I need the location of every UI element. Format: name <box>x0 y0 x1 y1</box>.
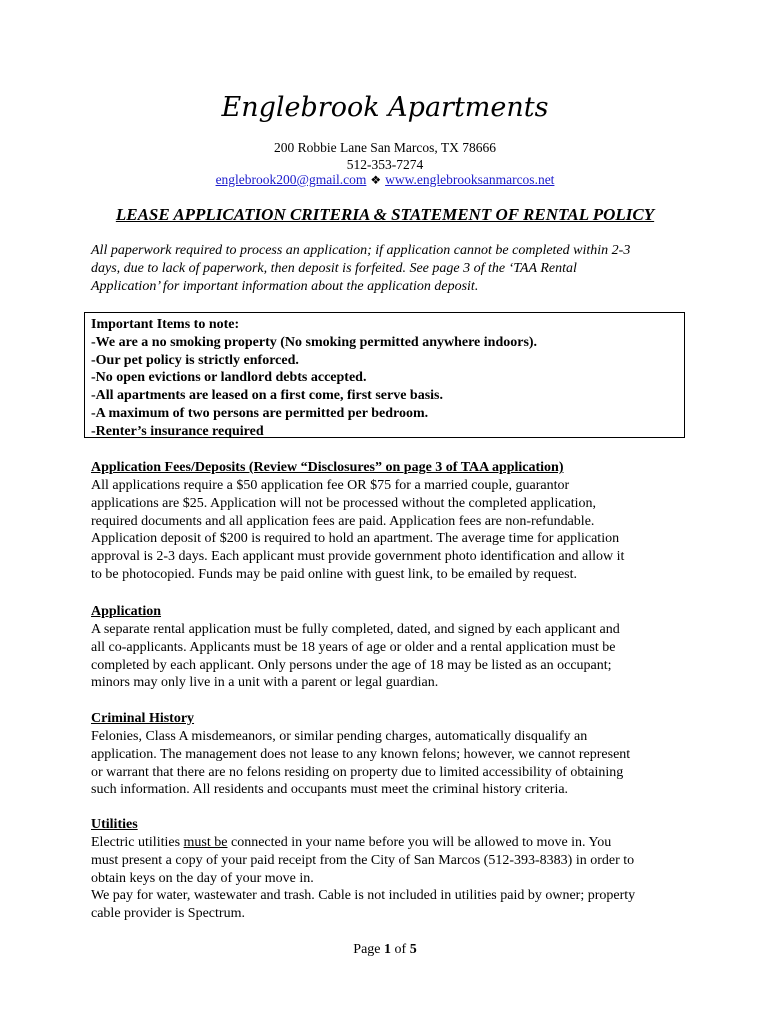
application-line: minors may only live in a unit with a parent or legal guardian. <box>91 675 439 691</box>
intro-line: days, due to lack of paperwork, then deposit is forfeited. See page 3 of the ‘TAA Rental <box>91 261 577 276</box>
important-item: -Renter’s insurance required <box>91 423 264 439</box>
utilities-line: Electric utilities must be connected in your name before you will be allowed to move in. You <box>91 835 612 850</box>
contact-line <box>0 172 770 188</box>
utilities-line: We pay for water, wastewater and trash. Cable is not included in utilities paid by owner; property <box>91 888 636 904</box>
intro-line: Application’ for important information about the application deposit. <box>91 279 479 294</box>
fees-body <box>91 477 687 584</box>
application-line: completed by each applicant. Only persons under the age of 18 may be listed as an occupant; <box>91 657 612 673</box>
fees-line: approval is 2-3 days. Each applicant must provide government photo identification and allow it <box>91 549 625 565</box>
application-line: all co-applicants. Applicants must be 18 years of age or older and a rental application must be <box>91 639 616 655</box>
utilities-body <box>91 834 687 923</box>
property-title: Englebrook Apartments <box>221 92 549 123</box>
phone-line: 512-353-7274 <box>346 157 424 172</box>
important-items-box <box>84 312 685 438</box>
criminal-history-line: Felonies, Class A misdemeanors, or similar pending charges, automatically disqualify an <box>91 729 588 744</box>
diamond-separator-icon: ❖ <box>370 173 382 187</box>
criminal-history-line: or warrant that there are no felons residing on property due to limited accessibility of obtaining <box>91 764 624 780</box>
must-be-emphasis: must be <box>183 835 228 850</box>
page-number: Page 1 of 5 <box>353 942 417 957</box>
criminal-history-line: application. The management does not lease to any known felons; however, we cannot represent <box>91 746 631 762</box>
fees-heading: Application Fees/Deposits (Review “Disclosures” on page 3 of TAA application) <box>91 460 564 475</box>
important-item: -All apartments are leased on a first come, first serve basis. <box>91 388 444 404</box>
criminal-history-body <box>91 728 687 799</box>
important-item: -We are a no smoking property (No smoking permitted anywhere indoors). <box>91 334 538 350</box>
utilities-heading: Utilities <box>91 817 138 832</box>
important-items-title: Important Items to note: <box>91 317 240 332</box>
criminal-history-heading: Criminal History <box>91 711 195 726</box>
important-item: -Our pet policy is strictly enforced. <box>91 352 299 368</box>
utilities-line: obtain keys on the day of your move in. <box>91 870 314 886</box>
fees-line: required documents and all application fees are paid. Application fees are non-refundable. <box>91 513 595 529</box>
utilities-line: must present a copy of your paid receipt from the City of San Marcos (512-393-8383) in order to <box>91 852 635 868</box>
important-item: -A maximum of two persons are permitted per bedroom. <box>91 405 429 421</box>
application-heading: Application <box>91 604 162 619</box>
criminal-history-line: such information. All residents and occupants must meet the criminal history criteria. <box>91 782 569 798</box>
important-item: -No open evictions or landlord debts accepted. <box>91 370 367 386</box>
fees-line: applications are $25. Application will not be processed without the completed application, <box>91 495 597 511</box>
policy-heading: LEASE APPLICATION CRITERIA & STATEMENT OF RENTAL POLICY <box>115 205 655 224</box>
application-body <box>91 621 687 692</box>
website-link[interactable]: www.englebrooksanmarcos.net <box>385 172 555 187</box>
fees-section <box>91 459 687 584</box>
intro-line: All paperwork required to process an application; if application cannot be completed within 2-3 <box>91 243 631 258</box>
application-section <box>91 603 687 692</box>
fees-line: Application deposit of $200 is required to hold an apartment. The average time for application <box>91 531 620 547</box>
email-link[interactable]: englebrook200@gmail.com <box>215 172 367 187</box>
application-line: A separate rental application must be fully completed, dated, and signed by each applicant and <box>91 622 620 637</box>
intro-paragraph <box>91 242 689 296</box>
fees-line: to be photocopied. Funds may be paid online with guest link, to be emailed by request. <box>91 566 578 582</box>
criminal-history-section <box>91 710 687 799</box>
utilities-line: cable provider is Spectrum. <box>91 906 245 922</box>
utilities-section <box>91 816 687 923</box>
fees-line: All applications require a $50 application fee OR $75 for a married couple, guarantor <box>91 478 570 493</box>
address-line: 200 Robbie Lane San Marcos, TX 78666 <box>273 140 497 155</box>
